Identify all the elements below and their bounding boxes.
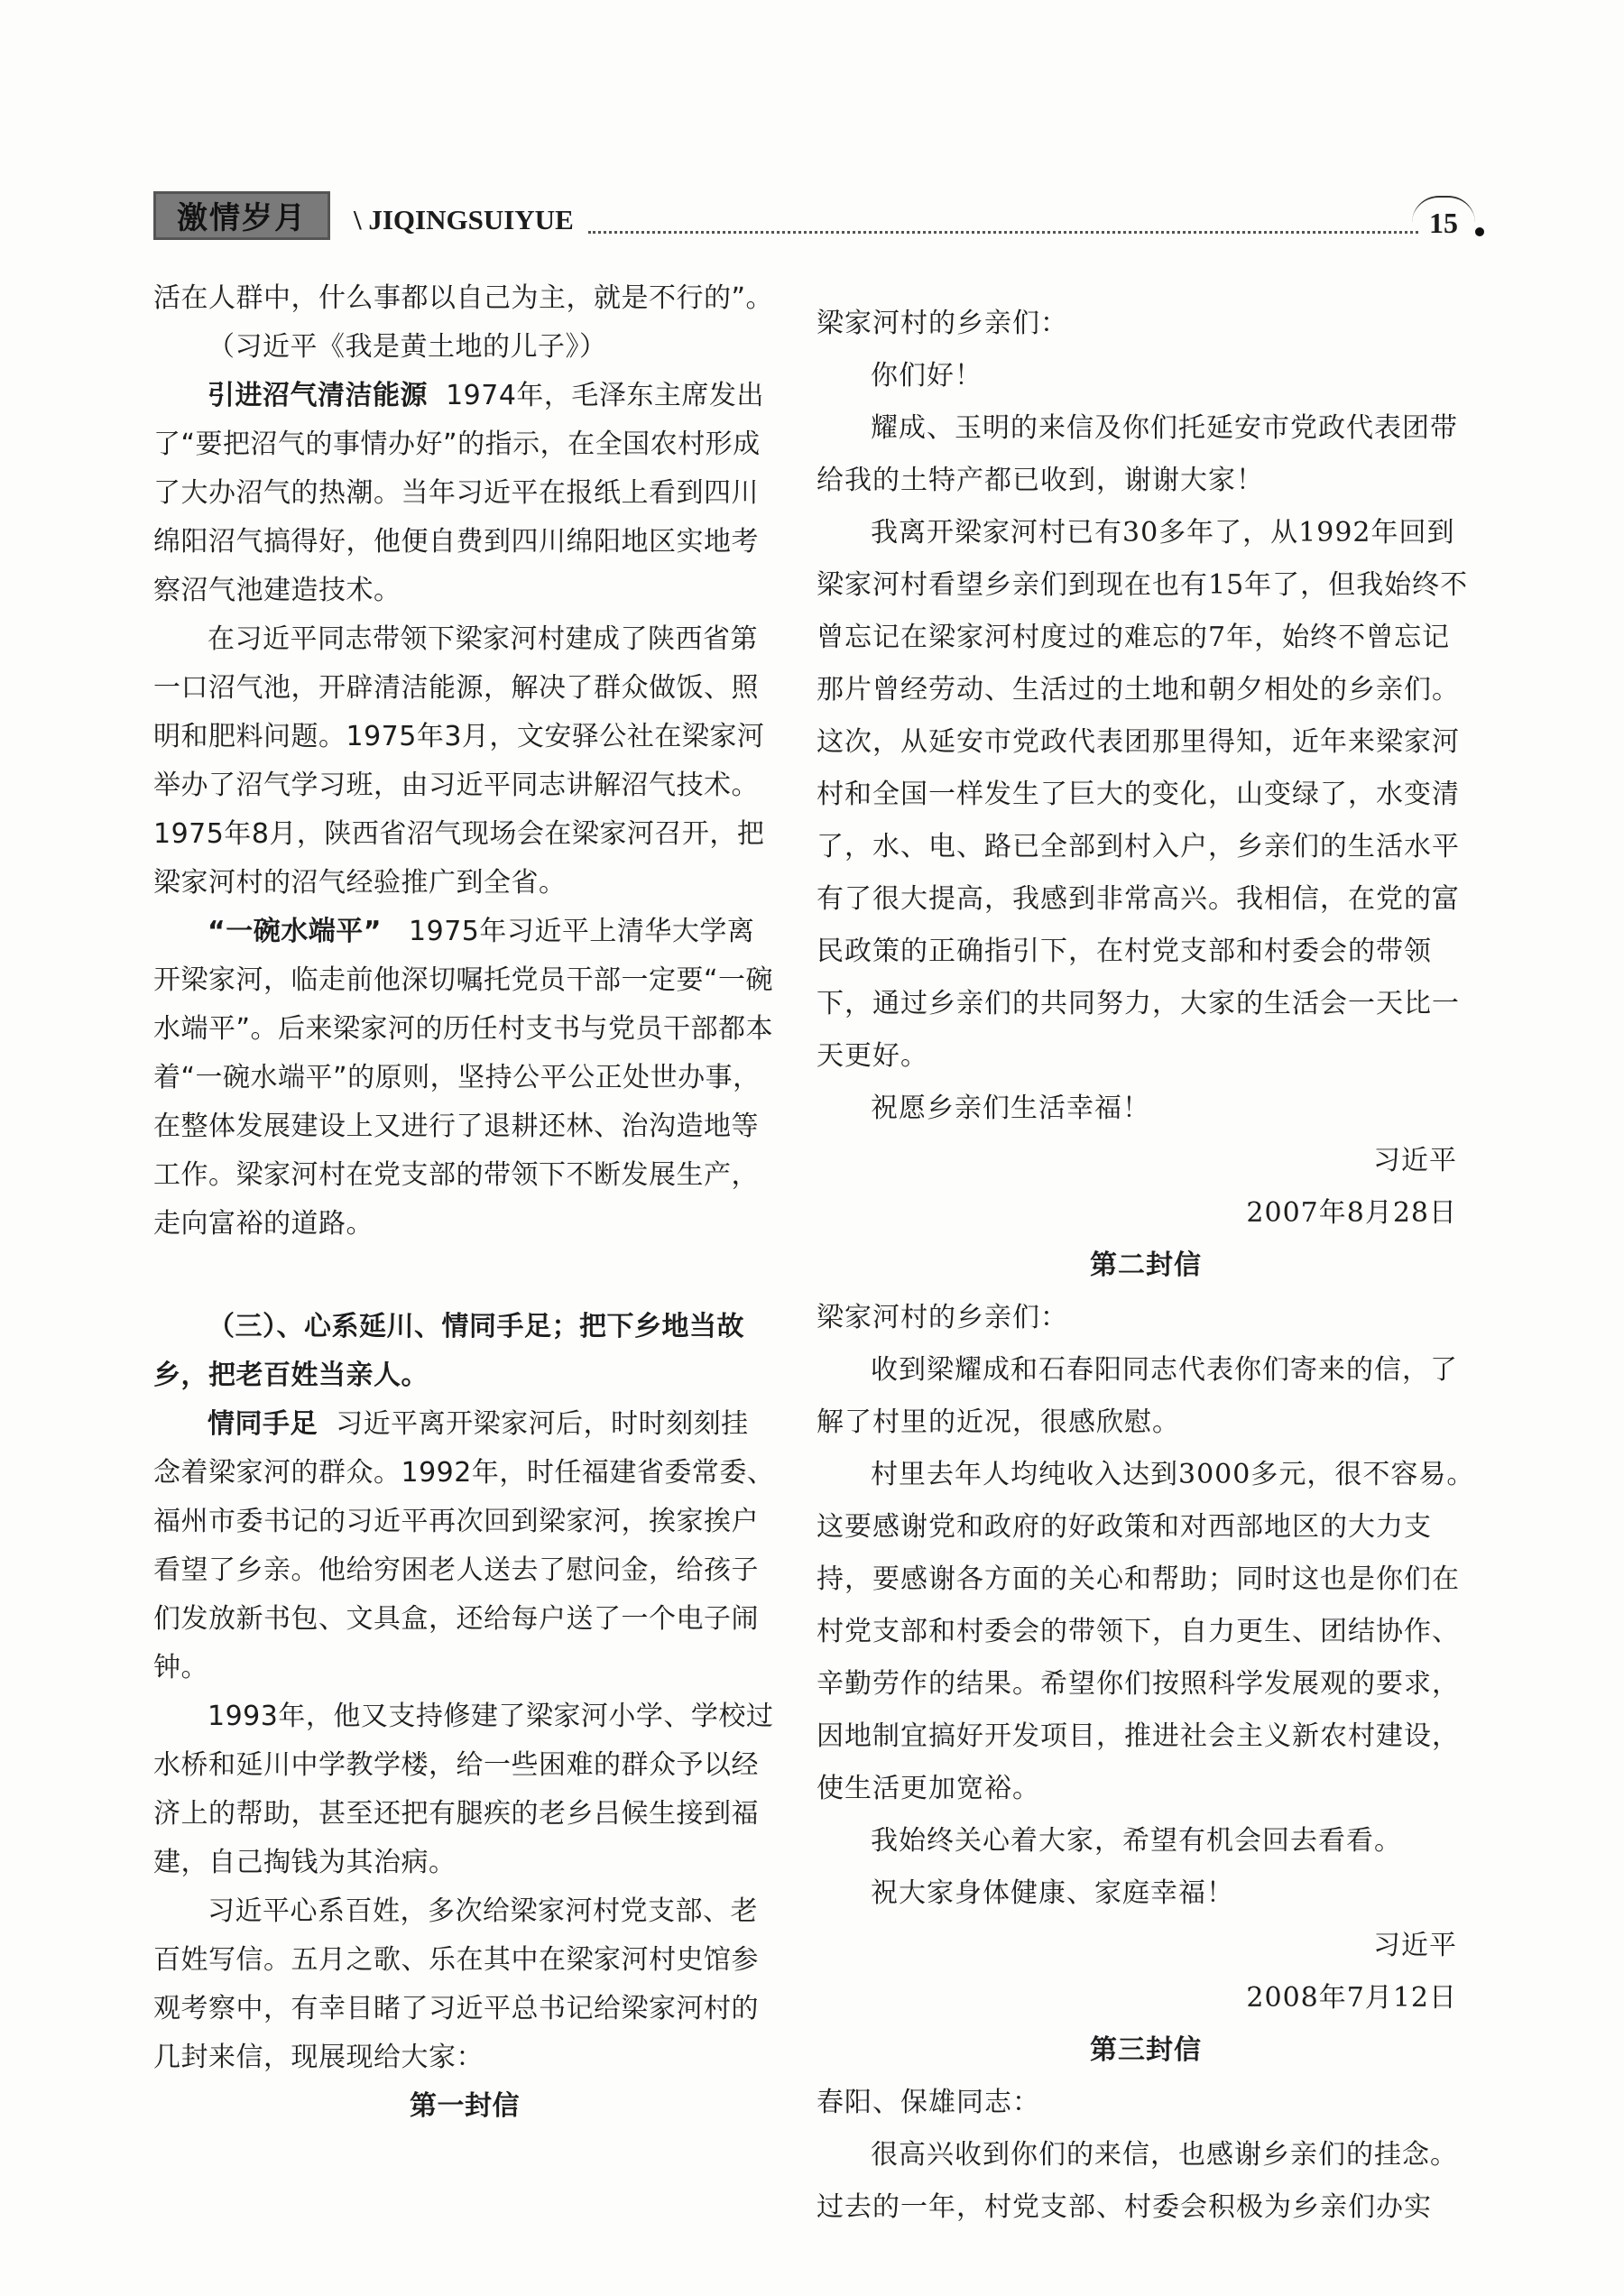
page-header [153,191,1498,254]
salutation: 春阳、保雄同志： [817,2087,1040,2118]
paragraph-text: 习近平离开梁家河后，时时刻刻挂念着梁家河的群众。1992年，时任福建省委常委、福州市委书记的习近平再次回到梁家河，挨家挨户看望了乡亲。他给穷困老人送去了慰问金，给孩子们发放新书包、文具盒，还给每户送了一个电子闹钟。 [153,1408,775,1683]
letter-heading: 第二封信 [1090,1249,1202,1281]
paragraph [153,1400,776,1692]
paragraph-text: 1975年习近平上清华大学离开梁家河，临走前他深切嘱托党员干部一定要“一碗水端平”。后来梁家河的历任村支书与党员干部都本着“一碗水端平”的原则，坚持公平公正处世办事，在整体发展建设上又进行了退耕还林、治沟造地等工作。梁家河村在党支部的带领下不断发展生产，走向富裕的道路。 [153,916,774,1240]
paragraph: 习近平心系百姓，多次给梁家河村党支部、老百姓写信。五月之歌、乐在其中在梁家河村史馆参观考察中，有幸目睹了习近平总书记给梁家河村的几封来信，现展现给大家： [153,1895,759,2073]
salutation: 梁家河村的乡亲们： [817,308,1068,339]
page-number: 15 [1412,196,1475,243]
paragraph-text: 1974年，毛泽东主席发出了“要把沼气的事情办好”的指示，在全国农村形成了大办沼气的热潮。当年习近平在报纸上看到四川绵阳沼气搞得好，他便自费到四川绵阳地区实地考察沼气池建造技术。 [153,380,764,606]
paragraph [153,372,776,615]
letter-date: 2007年8月28日 [1246,1197,1457,1229]
letter-paragraph: 我始终关心着大家，希望有机会回去看看。 [871,1825,1402,1857]
paragraph: 1993年，他又支持修建了梁家河小学、学校过水桥和延川中学教学楼，给一些困难的群众予以经济上的帮助，甚至还把有腿疾的老乡吕候生接到福建，自己掏钱为其治病。 [153,1701,774,1878]
section-heading: （三）、心系延川、情同手足；把下乡地当故乡，把老百姓当亲人。 [153,1311,744,1391]
letter-heading: 第一封信 [410,2090,520,2122]
right-column [817,298,1475,2234]
paragraph: 活在人群中，什么事都以自己为主，就是不行的”。 [153,282,774,314]
letter-paragraph: 很高兴收到你们的来信，也感谢乡亲们的挂念。过去的一年，村党支部、村委会积极为乡亲们办实 [817,2139,1458,2223]
letter-heading: 第三封信 [1090,2034,1202,2066]
page-number-dot [1475,227,1484,236]
signature: 习近平 [1373,1145,1457,1176]
letter-paragraph: 耀成、玉明的来信及你们托延安市党政代表团带给我的土特产都已收到，谢谢大家！ [817,412,1458,496]
column-pinyin: \ JIQINGSUIYUE [354,204,574,235]
left-column [153,274,776,2131]
letter-date: 2008年7月12日 [1246,1982,1457,2014]
signature: 习近平 [1373,1930,1457,1961]
subheading: 情同手足 [208,1408,318,1440]
greeting: 你们好！ [871,360,983,392]
letter-closing: 祝愿乡亲们生活幸福！ [871,1093,1150,1124]
letter-paragraph: 村里去年人均纯收入达到3000多元，很不容易。这要感谢党和政府的好政策和对西部地区的大力支持，要感谢各方面的关心和帮助；同时这也是你们在村党支部和村委会的带领下，自力更生、团结协作、辛勤劳作的结果。希望你们按照科学发展观的要求，因地制宜搞好开发项目，推进社会主义新农村建设，使生活更加宽裕。 [817,1459,1475,1804]
letter-paragraph: 我离开梁家河村已有30多年了，从1992年回到梁家河村看望乡亲们到现在也有15年了，但我始终不曾忘记在梁家河村度过的难忘的7年，始终不曾忘记那片曾经劳动、生活过的土地和朝夕相处的乡亲们。这次，从延安市党政代表团那里得知，近年来梁家河村和全国一样发生了巨大的变化，山变绿了，水变清了，水、电、路已全部到村入户，乡亲们的生活水平有了很大提高，我感到非常高兴。我相信，在党的富民政策的正确指引下，在村党支部和村委会的带领下，通过乡亲们的共同努力，大家的生活会一天比一天更好。 [817,517,1469,1072]
column-tag: 激情岁月 [153,191,330,240]
subheading: “一碗水端平” [208,916,382,947]
letter-paragraph: 收到梁耀成和石春阳同志代表你们寄来的信，了解了村里的近况，很感欣慰。 [817,1354,1458,1438]
header-dotted-rule [588,231,1418,234]
salutation: 梁家河村的乡亲们： [817,1302,1068,1333]
paragraph: 在习近平同志带领下梁家河村建成了陕西省第一口沼气池，开辟清洁能源，解决了群众做饭、照明和肥料问题。1975年3月，文安驿公社在梁家河举办了沼气学习班，由习近平同志讲解沼气技术。1975年8月，陕西省沼气现场会在梁家河召开，把梁家河村的沼气经验推广到全省。 [153,623,765,899]
letter-closing: 祝大家身体健康、家庭幸福！ [871,1877,1234,1909]
paragraph [153,908,776,1249]
subheading: 引进沼气清洁能源 [208,380,428,411]
quote-source: （习近平《我是黄土地的儿子》） [208,331,607,363]
